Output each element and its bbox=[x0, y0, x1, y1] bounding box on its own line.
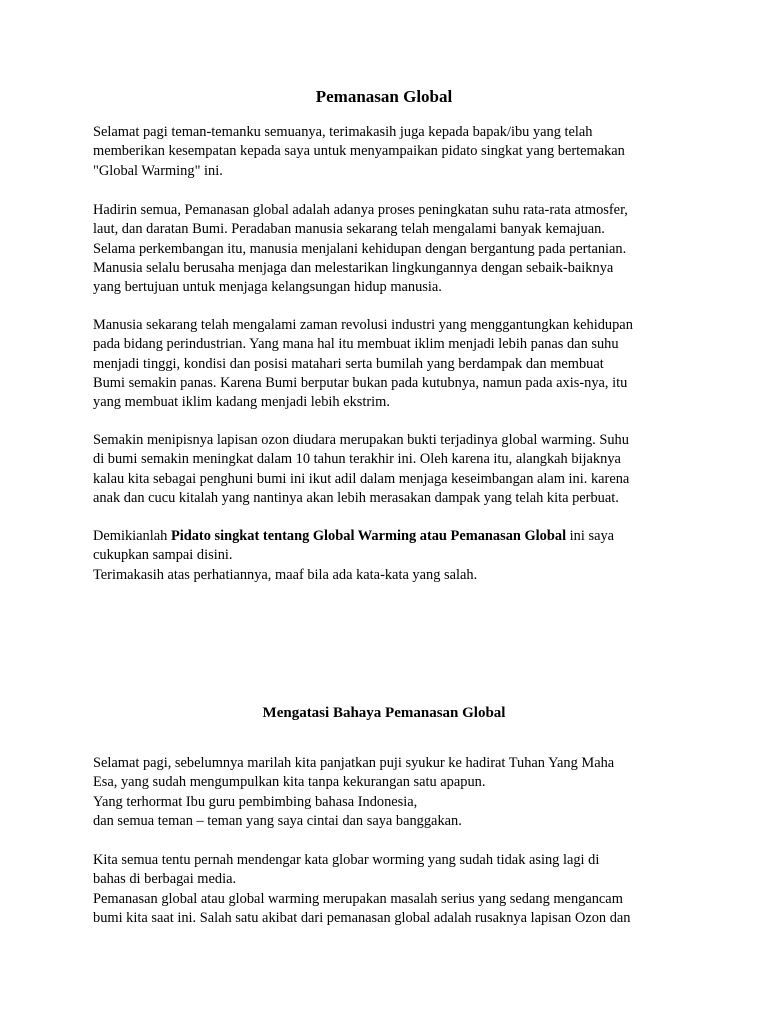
text-line: Esa, yang sudah mengumpulkan kita tanpa kekurangan satu apapun. bbox=[93, 774, 486, 791]
text-line: Pemanasan global atau global warming merupakan masalah serius yang sedang mengancam bbox=[93, 890, 623, 907]
text-line: dan semua teman – teman yang saya cintai dan saya banggakan. bbox=[93, 812, 462, 829]
closing-post: ini saya bbox=[566, 528, 615, 544]
text-line: bahas di berbagai media. bbox=[93, 871, 237, 888]
text-line: Kita semua tentu pernah mendengar kata globar worming yang sudah tidak asing lagi di bbox=[93, 852, 600, 868]
text-line: Semakin menipisnya lapisan ozon diudara merupakan bukti terjadinya global warming. Suhu bbox=[93, 432, 629, 448]
text-line: di bumi semakin meningkat dalam 10 tahun terakhir ini. Oleh karena itu, alangkah bijaknya bbox=[93, 451, 621, 468]
text-line: yang bertujuan untuk menjaga kelangsungan hidup manusia. bbox=[93, 279, 442, 296]
paragraph-greeting bbox=[93, 123, 693, 181]
text-line: Selama perkembangan itu, manusia menjalani kehidupan dengan bergantung pada pertanian. bbox=[93, 240, 627, 257]
text-line: Terimakasih atas perhatiannya, maaf bila ada kata-kata yang salah. bbox=[93, 566, 478, 583]
text-line: kalau kita sebagai penghuni bumi ini ikut adil dalam menjaga keseimbangan alam ini. karena bbox=[93, 470, 630, 487]
text-line: Yang terhormat Ibu guru pembimbing bahasa Indonesia, bbox=[93, 793, 418, 810]
paragraph-ozon bbox=[93, 431, 693, 508]
text-line: Manusia selalu berusaha menjaga dan melestarikan lingkungannya dengan sebaik-baiknya bbox=[93, 259, 614, 276]
text-line: anak dan cucu kitalah yang nantinya akan lebih merasakan dampak yang telah kita perbuat. bbox=[93, 489, 619, 506]
text-line: laut, dan daratan Bumi. Peradaban manusia sekarang telah mengalami banyak kemajuan. bbox=[93, 221, 605, 238]
text-line: yang membuat iklim kadang menjadi lebih ekstrim. bbox=[93, 394, 390, 411]
section-title: Mengatasi Bahaya Pemanasan Global bbox=[262, 705, 506, 721]
closing-pre: Demikianlah bbox=[93, 528, 171, 544]
text-line: Manusia sekarang telah mengalami zaman revolusi industri yang menggantungkan kehidupan bbox=[93, 317, 633, 333]
text-line: cukupkan sampai disini. bbox=[93, 547, 233, 564]
text-line: Selamat pagi teman-temanku semuanya, terimakasih juga kepada bapak/ibu yang telah bbox=[93, 124, 593, 140]
paragraph-global-warming-threat bbox=[93, 851, 693, 928]
text-line: bumi kita saat ini. Salah satu akibat dari pemanasan global adalah rusaknya lapisan Ozon dan bbox=[93, 909, 631, 926]
text-line: menjadi tinggi, kondisi dan posisi matahari serta bumilah yang berdampak dan membuat bbox=[93, 355, 604, 372]
text-line: "Global Warming" ini. bbox=[93, 162, 223, 179]
text-line: Selamat pagi, sebelumnya marilah kita panjatkan puji syukur ke hadirat Tuhan Yang Maha bbox=[93, 755, 615, 771]
text-line: memberikan kesempatan kepada saya untuk menyampaikan pidato singkat yang bertemakan bbox=[93, 143, 625, 160]
page-title: Pemanasan Global bbox=[315, 87, 453, 106]
paragraph-definition bbox=[93, 201, 693, 297]
paragraph-industrial-revolution bbox=[93, 316, 693, 412]
text-line: pada bidang perindustrian. Yang mana hal itu membuat iklim menjadi lebih panas dan suhu bbox=[93, 336, 619, 353]
text-line: Hadirin semua, Pemanasan global adalah adanya proses peningkatan suhu rata-rata atmosfer, bbox=[93, 202, 628, 218]
text-line bbox=[93, 527, 693, 546]
closing-bold-phrase: Pidato singkat tentang Global Warming atau Pemanasan Global bbox=[170, 528, 567, 544]
paragraph-opening-second bbox=[93, 754, 693, 831]
text-line: Bumi semakin panas. Karena Bumi berputar bukan pada kutubnya, namun pada axis-nya, itu bbox=[93, 374, 628, 391]
paragraph-closing bbox=[93, 527, 693, 585]
